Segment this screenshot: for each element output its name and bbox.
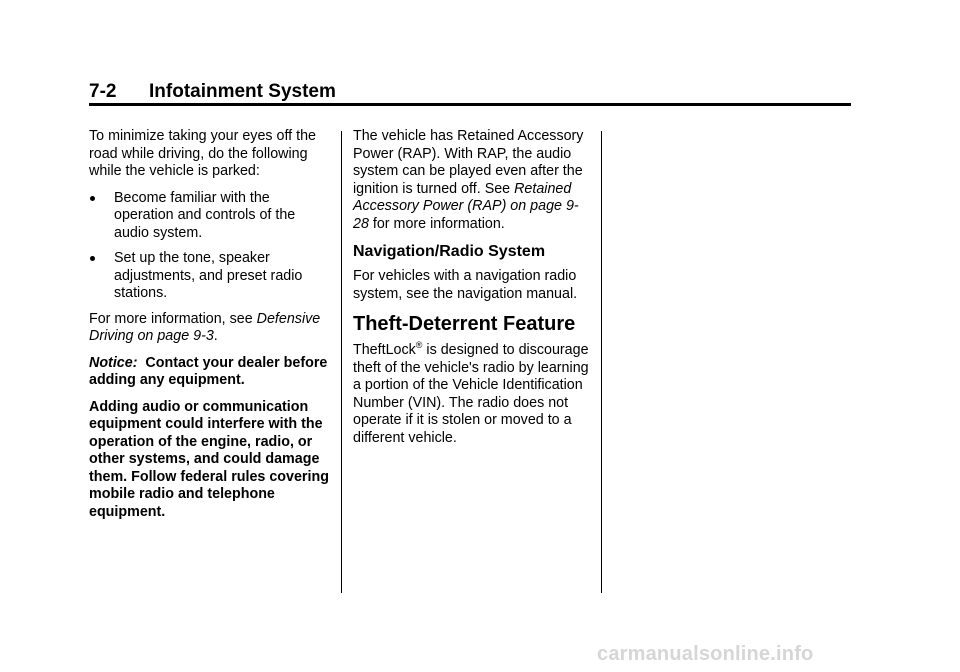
more-info-prefix: For more information, see: [89, 310, 257, 327]
rap-text: The vehicle has Retained Accessory Power (RAP). With RAP, the audio system can be played even after the ignition is turned off.: [353, 128, 584, 197]
nav-paragraph: For vehicles with a navigation radio system, see the navigation manual.: [353, 268, 578, 302]
list-item-text: Set up the tone, speaker adjustments, and preset radio stations.: [114, 250, 303, 301]
column-divider-right: [601, 131, 602, 593]
bullet-list: [89, 190, 329, 303]
rap-suffix: for more information.: [368, 215, 505, 232]
bullet-icon: [90, 196, 95, 201]
list-item-text: Become familiar with the operation and controls of the audio system.: [114, 189, 296, 241]
defensive-driving-link[interactable]: Defensive Driving on page 9-3: [89, 310, 321, 344]
notice-text: Contact your dealer before adding any equipment.: [89, 354, 328, 388]
list-item: [89, 190, 329, 243]
intro-paragraph: To minimize taking your eyes off the road while driving, do the following while the vehicle is parked:: [89, 128, 317, 179]
watermark: carmanualsonline.info: [597, 643, 814, 665]
right-column: [353, 128, 593, 456]
more-info-paragraph: [89, 311, 329, 346]
theft-paragraph: [353, 342, 593, 447]
more-info-suffix: .: [213, 328, 218, 344]
section-title: Infotainment System: [149, 81, 336, 102]
header-rule: [89, 103, 851, 106]
warning-paragraph: Adding audio or communication equipment could interfere with the operation of the engine, radio, or other systems, and could damage them. Follow federal rules covering mobile radio and telephone equipment.: [89, 398, 329, 520]
notice-paragraph: [89, 355, 329, 390]
rap-paragraph: [353, 128, 593, 233]
theft-text: is designed to discourage theft of the vehicle's radio by learning a portion of the Vehicle Identification Number (VIN). The radio does not operate if it is stolen or moved to a different vehicle.: [353, 342, 589, 446]
theft-brand: TheftLock: [353, 342, 416, 358]
nav-heading: Navigation/Radio System: [353, 243, 546, 260]
left-column: [89, 128, 329, 530]
list-item: [89, 250, 329, 303]
page-header: [89, 80, 851, 104]
notice-label: Notice:: [89, 354, 138, 371]
bullet-icon: [90, 256, 95, 261]
rap-see: See: [484, 180, 515, 197]
rap-link[interactable]: Retained Accessory Power (RAP) on page 9-28: [353, 180, 579, 232]
column-divider-left: [341, 131, 342, 593]
theft-heading: Theft-Deterrent Feature: [353, 313, 576, 335]
registered-mark: ®: [415, 340, 423, 351]
page-number: 7-2: [89, 81, 117, 102]
